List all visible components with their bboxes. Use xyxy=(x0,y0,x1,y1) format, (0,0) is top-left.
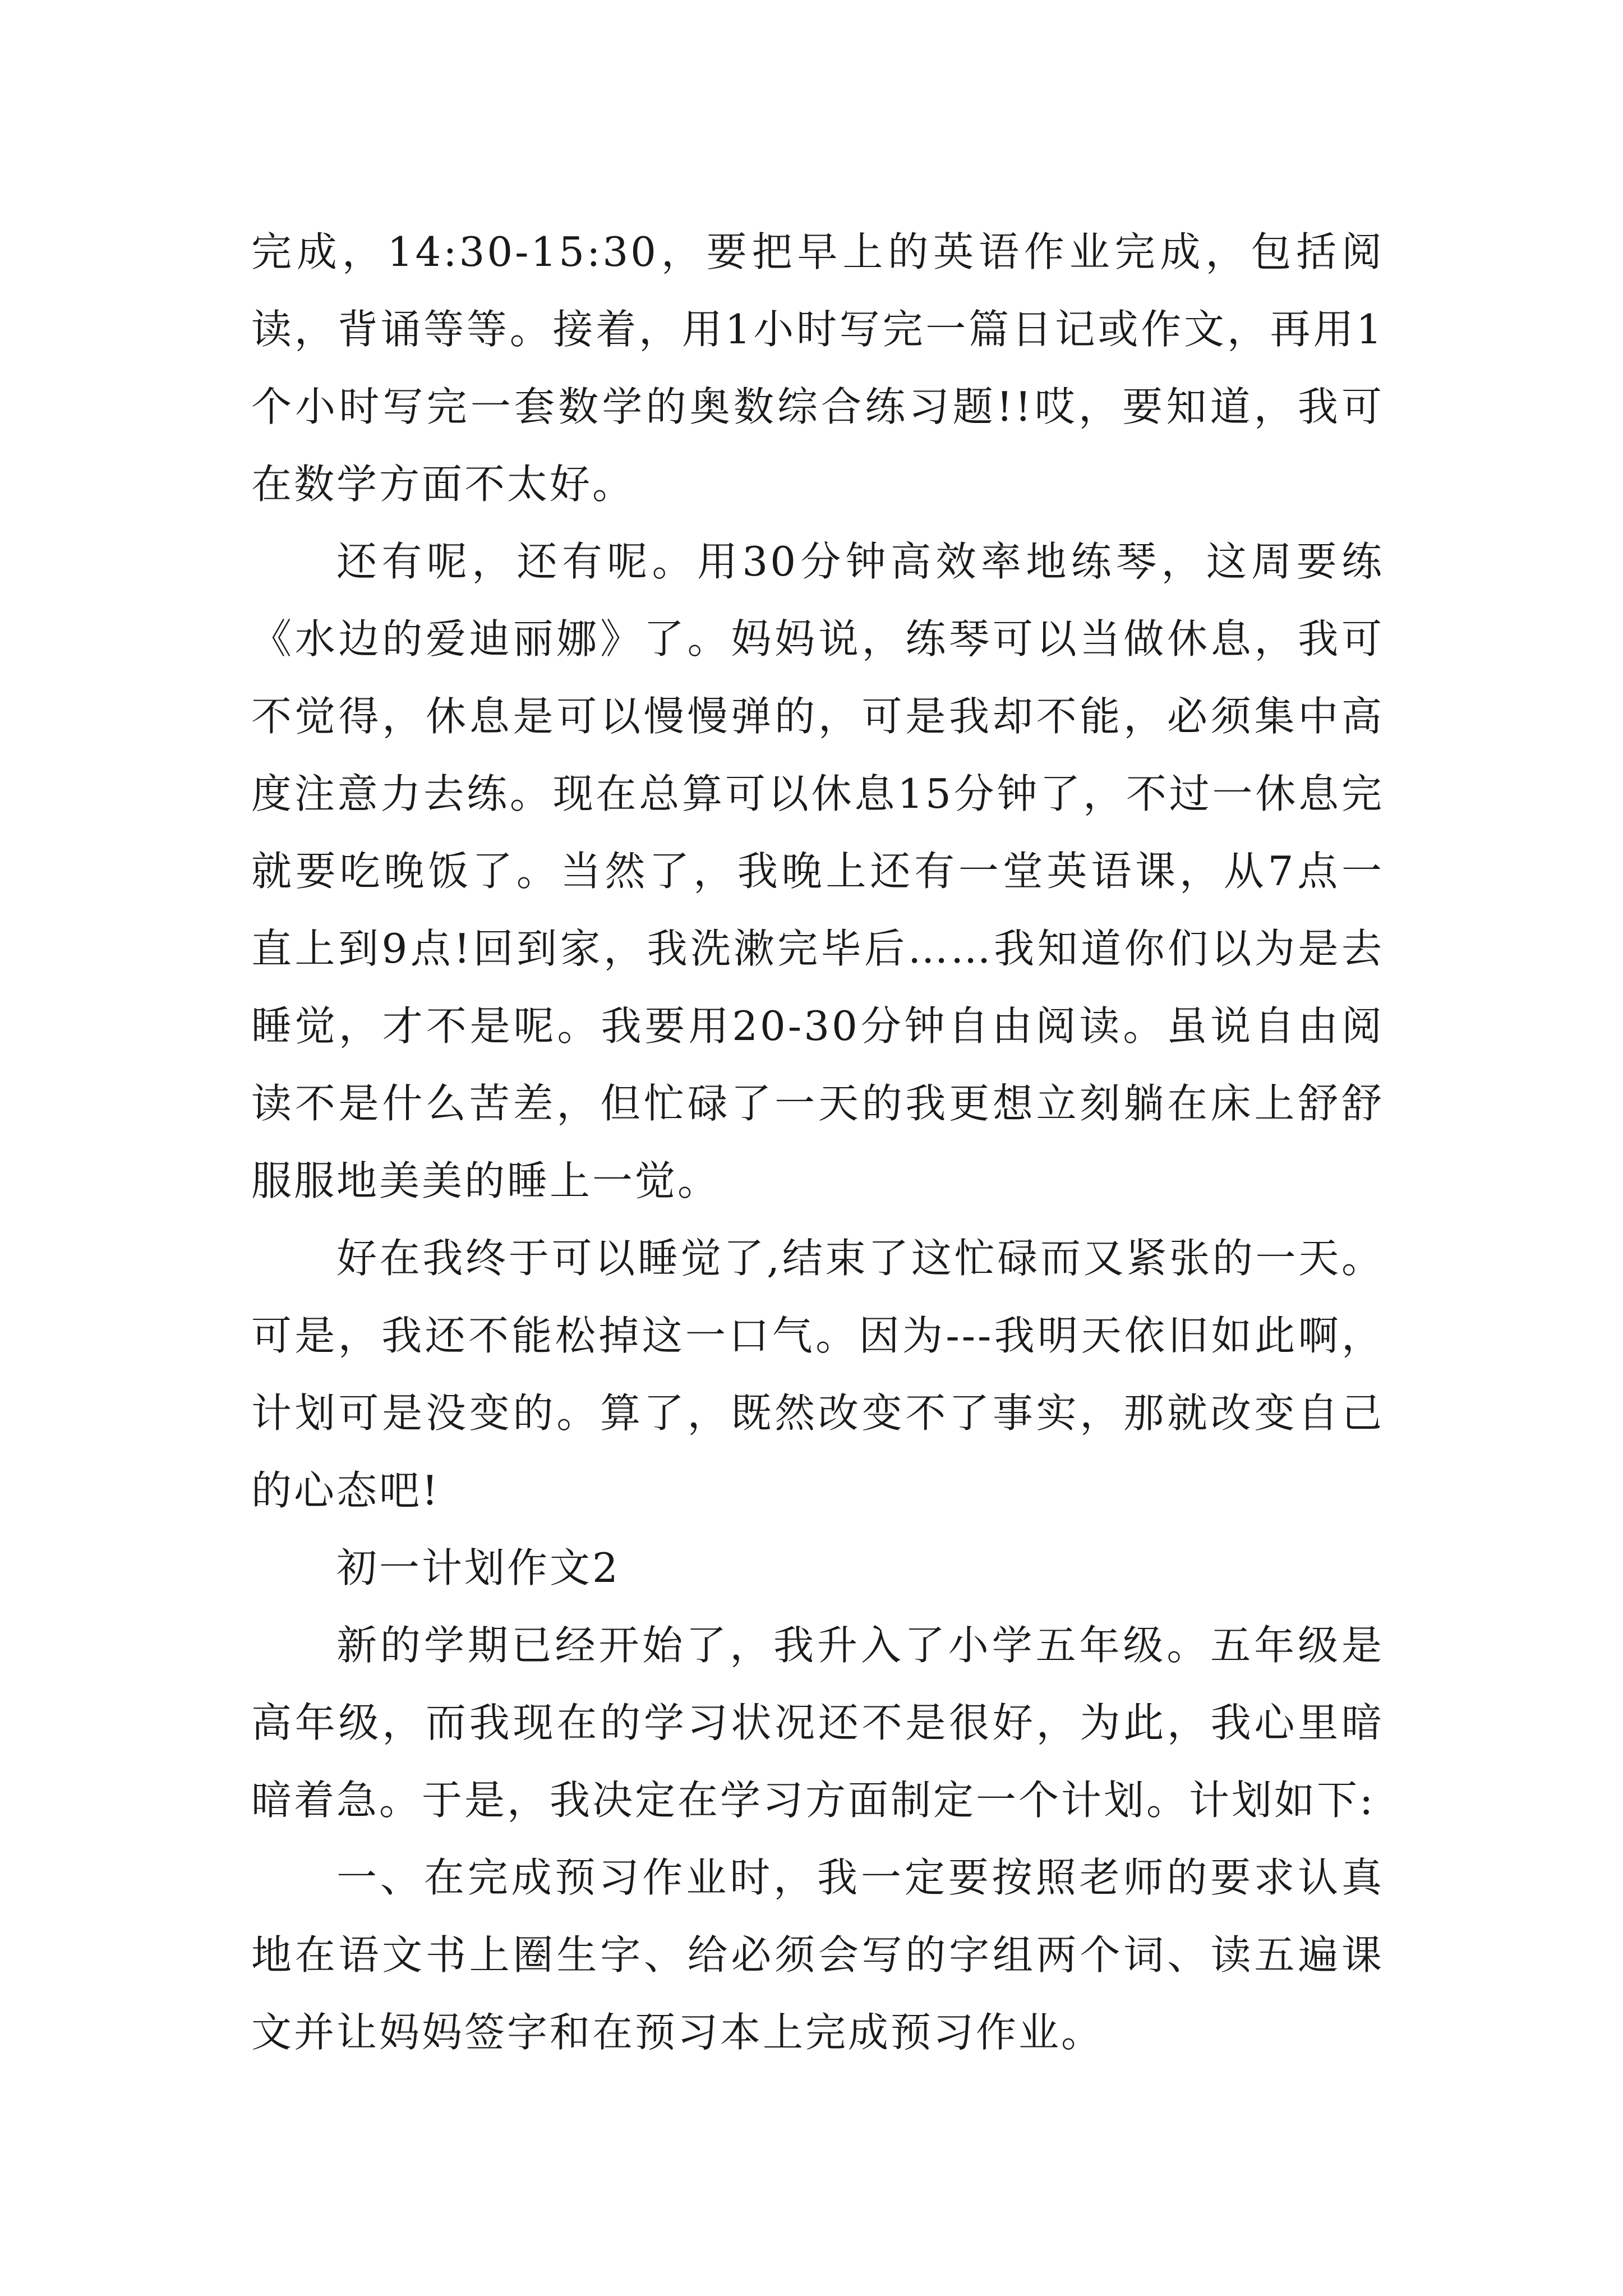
paragraph-new-semester: 新的学期已经开始了，我升入了小学五年级。五年级是高年级，而我现在的学习状况还不是很好，为此，我心里暗暗着急。于是，我决定在学习方面制定一个计划。计划如下: xyxy=(251,1622,1384,1824)
document-body xyxy=(251,213,1384,2071)
essay-heading: 初一计划作文2 xyxy=(336,1544,620,1591)
paragraph-piano-and-evening: 还有呢，还有呢。用30分钟高效率地练琴，这周要练《水边的爱迪丽娜》了。妈妈说，练琴可以当做休息，我可不觉得，休息是可以慢慢弹的，可是我却不能，必须集中高度注意力去练。现在总算可以休息15分钟了，不过一休息完就要吃晚饭了。当然了，我晚上还有一堂英语课，从7点一直上到9点!回到家，我洗漱完毕后……我知道你们以为是去睡觉，才不是呢。我要用20-30分钟自由阅读。虽说自由阅读不是什么苦差，但忙碌了一天的我更想立刻躺在床上舒舒服服地美美的睡上一觉。 xyxy=(251,538,1384,1204)
paragraph-plan-item-one: 一、在完成预习作业时，我一定要按照老师的要求认真地在语文书上圈生字、给必须会写的字组两个词、读五遍课文并让妈妈签字和在预习本上完成预习作业。 xyxy=(251,1854,1384,2056)
paragraph-schedule-afternoon: 完成，14:30-15:30，要把早上的英语作业完成，包括阅读，背诵等等。接着，用1小时写完一篇日记或作文，再用1个小时写完一套数学的奥数综合练习题!!哎，要知道，我可在数学方面不太好。 xyxy=(251,228,1384,508)
paragraph-end-of-day: 好在我终于可以睡觉了,结束了这忙碌而又紧张的一天。可是，我还不能松掉这一口气。因为---我明天依旧如此啊，计划可是没变的。算了，既然改变不了事实，那就改变自己的心态吧! xyxy=(251,1235,1384,1514)
